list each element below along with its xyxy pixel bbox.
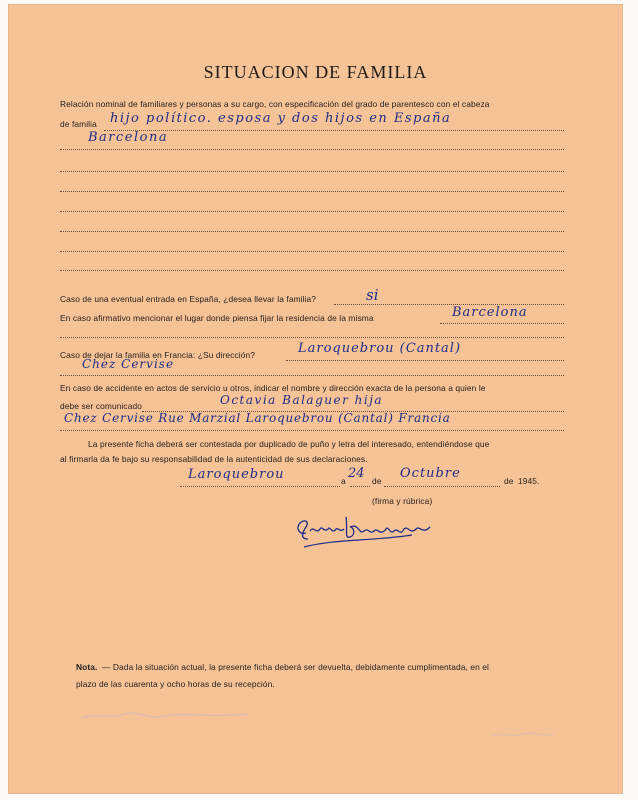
dejar-answer-1: Laroquebrou (Cantal) [298, 341, 462, 356]
caso-entrada-answer: si [366, 286, 379, 304]
fecha-year: 1945. [518, 476, 540, 486]
relacion-prefix: de familia [60, 119, 97, 129]
ficha-line-2: al firmarla da fe bajo su responsabilidad de la autenticidad de sus declaraciones. [60, 454, 368, 464]
answer-line [60, 211, 564, 212]
accidente-answer-1: Octavia Balaguer hija [220, 393, 384, 407]
dejar-label: Caso de dejar la familia en Francia: ¿Su dirección? [60, 350, 256, 360]
answer-line [60, 270, 564, 271]
nota-label: Nota. [76, 662, 98, 672]
dia-answer: 24 [348, 466, 365, 481]
answer-line [60, 430, 564, 431]
mes-answer: Octubre [400, 466, 461, 481]
answer-line [350, 486, 370, 487]
relacion-label: Relación nominal de familiares y personas a su cargo, con especificación del grado de parentesco con el cabeza [60, 99, 490, 109]
answer-line [440, 323, 564, 324]
afirmativo-label: En caso afirmativo mencionar el lugar donde piensa fijar la residencia de la misma [60, 313, 374, 323]
caso-entrada-label: Caso de una eventual entrada en España, ¿desea llevar la familia? [60, 294, 317, 304]
fecha-de-2: de [504, 476, 514, 486]
answer-line [60, 375, 564, 376]
answer-line [104, 130, 564, 131]
ficha-line-1: La presente ficha deberá ser contestada por duplicado de puño y letra del interesado, entendiéndose que [88, 439, 490, 449]
relacion-answer-2: Barcelona [88, 130, 169, 145]
answer-line [334, 304, 564, 305]
answer-line [60, 251, 564, 252]
fecha-de-1: de [372, 476, 382, 486]
answer-line [60, 191, 564, 192]
answer-line [60, 149, 564, 150]
nota-line-1: — Dada la situación actual, la presente ficha deberá ser devuelta, debidamente cumplimentada, en el [102, 662, 490, 672]
nota-line-2: plazo de las cuarenta y ocho horas de su recepción. [76, 679, 275, 689]
lugar-answer: Laroquebrou [188, 467, 285, 482]
relacion-answer-1: hijo político. esposa y dos hijos en España [110, 111, 452, 126]
answer-line [180, 486, 340, 487]
answer-line [60, 337, 564, 338]
answer-line [286, 360, 564, 361]
dejar-answer-2: Chez Cervise [82, 357, 175, 371]
bleed-through-mark [488, 726, 558, 742]
accidente-answer-2: Chez Cervise Rue Marzial Laroquebrou (Cantal) Francia [64, 411, 451, 425]
answer-line [60, 171, 564, 172]
signature-image [294, 509, 444, 559]
form-sheet [8, 4, 623, 794]
answer-line [384, 486, 500, 487]
firma-label: (firma y rúbrica) [372, 496, 433, 506]
afirmativo-answer: Barcelona [452, 305, 528, 320]
accidente-label: En caso de accidente en actos de servicio u otros, indicar el nombre y dirección exacta de la persona a quien le [60, 383, 486, 393]
answer-line [60, 231, 564, 232]
accidente-prefix: debe ser comunicado [60, 401, 142, 411]
fecha-a: a [341, 476, 346, 486]
form-title: SITUACION DE FAMILIA [203, 62, 428, 82]
bleed-through-mark [78, 704, 258, 726]
